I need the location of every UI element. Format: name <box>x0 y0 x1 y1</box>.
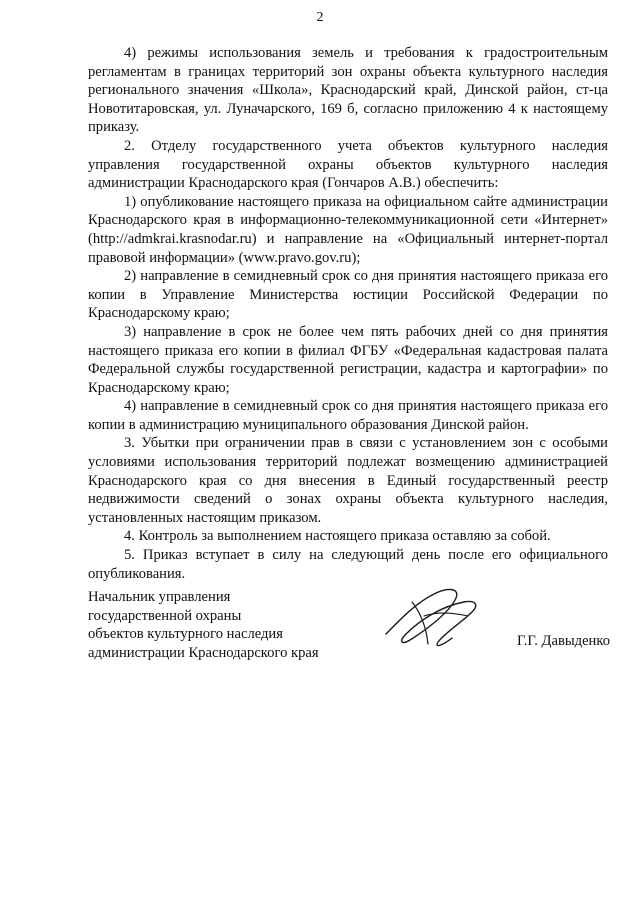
signer-name: Г.Г. Давыденко <box>516 633 610 649</box>
paragraph-1-item-4: 4) режимы использования земель и требования к градостроительным регламентам в границах территорий зон охраны объекта культурного наследия регионального значения «Школа», Краснодарский край, Динской район, ст-ца Новотитаровская, ул. Луначарского, 169 б, согласно приложению 4 к настоящему приказу. <box>88 45 608 136</box>
signer-title-line: администрации Краснодарского края <box>88 644 319 661</box>
paragraph-2-item-2: 2) направление в семидневный срок со дня принятия настоящего приказа его копии в Управление Министерства юстиции Российской Федерации по Краснодарскому краю; <box>88 268 608 322</box>
signer-title-line: государственной охраны <box>88 607 242 624</box>
handwritten-signature <box>376 582 486 654</box>
paragraph-3: 3. Убытки при ограничении прав в связи с установлением зон с особыми условиями использования территорий подлежат возмещению администрацией Краснодарского края со дня внесения в Единый государственный реестр недвижимости сведений о зонах охраны объекта культурного наследия, установленных настоящим приказом. <box>88 435 608 526</box>
signer-title-line: Начальник управления <box>88 589 231 605</box>
paragraph-2-item-4: 4) направление в семидневный срок со дня принятия настоящего приказа его копии в администрацию муниципального образования Динской район. <box>88 398 608 433</box>
document-body <box>88 44 608 583</box>
signer-title <box>88 588 348 662</box>
paragraph-2-item-3: 3) направление в срок не более чем пять рабочих дней со дня принятия настоящего приказа его копии в филиал ФГБУ «Федеральная кадастровая палата Федеральной службы государственной регистрации, кадастра и картографии» по Краснодарскому краю; <box>88 323 608 396</box>
paragraph-5: 5. Приказ вступает в силу на следующий день после его официального опубликования. <box>88 547 608 582</box>
paragraph-2-item-1: 1) опубликование настоящего приказа на официальном сайте администрации Краснодарского края в информационно-телекоммуникационной сети «Интернет» (http://admkrai.krasnodar.ru) и направление на «Официальный интернет-портал правовой информации» (www.pravo.gov.ru); <box>88 193 608 266</box>
signature-block <box>88 588 608 668</box>
signer-title-line: объектов культурного наследия <box>88 626 283 643</box>
page-number: 2 <box>316 10 324 25</box>
paragraph-4: 4. Контроль за выполнением настоящего приказа оставляю за собой. <box>124 528 551 545</box>
paragraph-2: 2. Отделу государственного учета объектов культурного наследия управления государственной охраны объектов культурного наследия администрации Краснодарского края (Гончаров А.В.) обеспечить: <box>88 137 608 192</box>
